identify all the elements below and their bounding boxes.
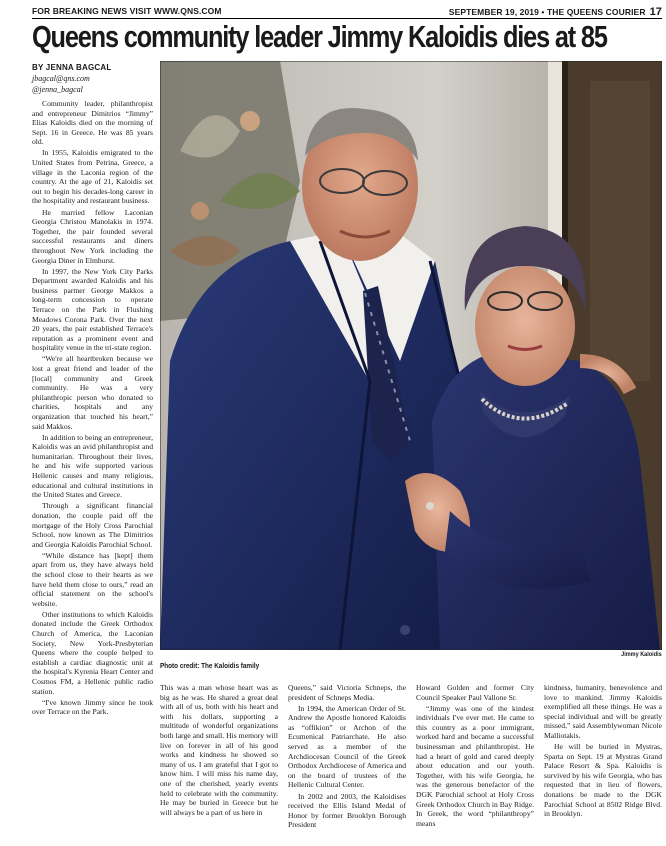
paragraph: kindness, humanity, benevolence and love to mankind. Jimmy Kaloidis exemplified all these things. He was a special individual and will be greatly missed,” said Assemblywoman Nicole Malliotakis. (544, 683, 662, 740)
paragraph: Other institutions to which Kaloidis donated include the Greek Orthodox Church of America, the Laconian Society, New York-Presbyterian Queens where the couple helped to establish a cardiac diagnostic unit at the hospital's Kyrenia Heart Center and Cosmos FM, a Hellenic public radio station. (32, 609, 153, 696)
header-date-publication (449, 6, 662, 18)
headline: Queens community leader Jimmy Kaloidis dies at 85 (32, 20, 607, 54)
paragraph: In addition to being an entrepreneur, Kaloidis was an avid philanthropist and humanitarian. Throughout their lives, he and his wife supported various Hellenic causes and many religious, educational and cultural institutions in the United States and Greece. (32, 432, 153, 500)
photo-kaloidis-couple (160, 61, 662, 650)
paragraph: In 2002 and 2003, the Kaloidises received the Ellis Island Medal of Honor by former Brooklyn Borough President (288, 791, 406, 830)
paragraph: “We're all heartbroken because we lost a great friend and leader of the [local] community and Greek community. He was a very philanthropic person who donated to charities, hospitals and any organization that touched his heart,” said Makkos. (32, 354, 153, 431)
article-column-3 (288, 683, 406, 845)
photo-caption: Photo credit: The Kaloidis family (160, 661, 260, 670)
article-column-2 (160, 683, 278, 845)
paragraph: In 1997, the New York City Parks Department awarded Kaloidis and his business partner George Makkos a long-term concession to operate Terrace on the Park in Flushing Meadows Corona Park. Over the next 20 years, the pair established Terrace's reputation as a prominent event and hospitality venue in the tri-state region. (32, 266, 153, 353)
header-website-promo: FOR BREAKING NEWS VISIT WWW.QNS.COM (32, 6, 222, 16)
paragraph: “While distance has [kept] them apart from us, they have always held the school close to their hearts as we have held them close to ours,” read an official statement on the school's website. (32, 550, 153, 608)
byline-email: jbagcal@qns.com (32, 74, 90, 83)
article-column-4 (416, 683, 534, 845)
header-date-label: SEPTEMBER 19, 2019 • THE QUEENS COURIER (448, 7, 646, 17)
page-number: 17 (649, 6, 662, 18)
page-header (32, 6, 662, 18)
paragraph: He will be buried in Mystras, Sparta on Sept. 19 at Mystras Grand Palace Resort & Spa. Kaloidis is survived by his wife Georgia, who has requested that in lieu of flowers, donations be made to the DGK Parochial School at 8502 Ridge Blvd. in Brooklyn. (544, 742, 662, 819)
paragraph: This was a man whose heart was as big as he was. He shared a great deal with all of us, both with his heart and with his dollars, supporting a multitude of wonderful organizations both large and small. His memory will live on forever in all of his good works and kindness he showed so many of us. I am grateful that I got to know him. I will miss his name day, one of the cherished, yearly events held to celebrate with the community. He may be buried in Greece but he will always be a part of us here in (160, 683, 278, 817)
paragraph: Through a significant financial donation, the couple paid off the mortgage of the Holy Cross Parochial School, now known as The Dimitrios and Georgia Kaloidis Parochial School. (32, 501, 153, 549)
paragraph: Queens,” said Victoria Schneps, the president of Schneps Media. (288, 683, 406, 702)
paragraph: Howard Golden and former City Council Speaker Paul Vallone Sr. (416, 683, 534, 702)
paragraph: “I've known Jimmy since he took over Terrace on the Park. (32, 697, 153, 717)
article-photo (160, 61, 662, 650)
byline-handle: @jenna_bagcal (32, 85, 83, 94)
paragraph: In 1955, Kaloidis emigrated to the United States from Petrina, Greece, a village in the Laconia region of the country. At the age of 21, Kaloidis set out to begin his decades-long career in the hospitality and restaurant business. (32, 148, 153, 206)
byline (32, 62, 154, 95)
article-column-5 (544, 683, 662, 845)
paragraph: “Jimmy was one of the kindest individuals I've ever met. He came to this country as a poor immigrant, worked hard and became a successful businessman and philanthropist. He had a heart of gold and cared deeply about education and our youth. Together, with his wife Georgia, he was the generous benefactor of the DGK Parochial school at Holy Cross Greek Orthodox Church in Bay Ridge. In Greek, the word “philanthropy” means (416, 703, 534, 828)
photo-credit: Jimmy Kaloidis (621, 651, 662, 658)
byline-name: BY JENNA BAGCAL (32, 63, 112, 72)
article-column-1 (32, 99, 153, 844)
paragraph: He married fellow Laconian Georgia Christou Manolakis in 1974. Together, the pair founded several successful restaurants and diners throughout New York including the Georgia Diner in Elmhurst. (32, 207, 153, 265)
paragraph: Community leader, philanthropist and entrepreneur Dimitrios “Jimmy” Elias Kaloidis died on the morning of Sept. 16 in Greece. He was 85 years old. (32, 99, 153, 147)
paragraph: In 1994, the American Order of St. Andrew the Apostle honored Kaloidis as “offikion” or Archon of the Ecumenical Patriarchate. He also served as a member of the Archdiocesan Council of the Greek Orthodox Archdiocese of America and on the board of trustees of the Hellenic Cultural Center. (288, 703, 406, 790)
